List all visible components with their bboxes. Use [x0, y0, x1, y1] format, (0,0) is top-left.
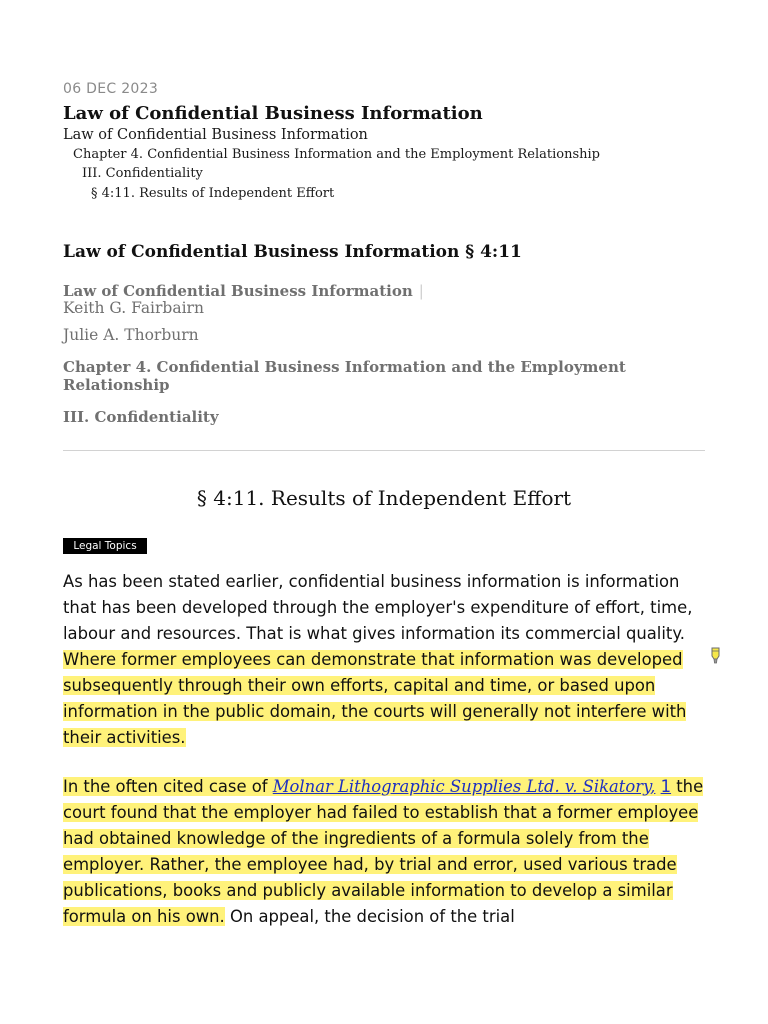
body-paragraph [63, 774, 708, 930]
footnote-link[interactable]: 1 [660, 777, 672, 796]
highlighter-icon[interactable] [709, 647, 723, 665]
paragraph-text: On appeal, the decision of the trial [224, 907, 515, 926]
section-heading: Law of Confidential Business Information § 4:11 [63, 242, 522, 262]
case-citation-link[interactable]: Molnar Lithographic Supplies Ltd. v. Sikatory, [272, 777, 656, 796]
breadcrumb-part[interactable]: III. Confidentiality [82, 166, 203, 181]
breadcrumb-section[interactable]: § 4:11. Results of Independent Effort [91, 186, 335, 201]
meta-separator: | [418, 282, 424, 300]
paragraph-text: the court found that the employer had failed to establish that a former employee had obtained knowledge of the ingredients of a formula solely from the employer. Rather, the employee had, by trial and error, used various trade publications, books and publicly available information to develop a similar formula on his own. [63, 777, 704, 926]
highlighted-text[interactable] [63, 777, 703, 926]
paragraph-text: In the often cited case of [63, 777, 273, 796]
paragraph-text: As has been stated earlier, confidential business information is information that has been developed through the employer's expenditure of effort, time, labour and resources. That is what gives information its commercial quality. [63, 572, 693, 643]
body-paragraph [63, 569, 708, 751]
author-name: Keith G. Fairbairn [63, 299, 204, 317]
publication-date: 06 DEC 2023 [63, 81, 159, 97]
legal-topics-badge[interactable]: Legal Topics [63, 538, 147, 554]
chapter-title: Chapter 4. Confidential Business Information and the Employment Relationship [63, 358, 626, 394]
breadcrumb-book[interactable]: Law of Confidential Business Information [63, 127, 368, 143]
document-title: Law of Confidential Business Information [63, 103, 483, 124]
breadcrumb-chapter[interactable]: Chapter 4. Confidential Business Information and the Employment Relationship [73, 147, 600, 162]
author-name: Julie A. Thorburn [63, 326, 199, 344]
part-title: III. Confidentiality [63, 408, 219, 426]
subsection-title: § 4:11. Results of Independent Effort [196, 486, 572, 510]
book-title-text: Law of Confidential Business Information [63, 282, 413, 300]
book-title [63, 282, 424, 300]
highlighted-text[interactable]: Where former employees can demonstrate that information was developed subsequently through their own efforts, capital and time, or based upon information in the public domain, the courts will generally not interfere with their activities. [63, 650, 687, 747]
divider [63, 450, 705, 451]
